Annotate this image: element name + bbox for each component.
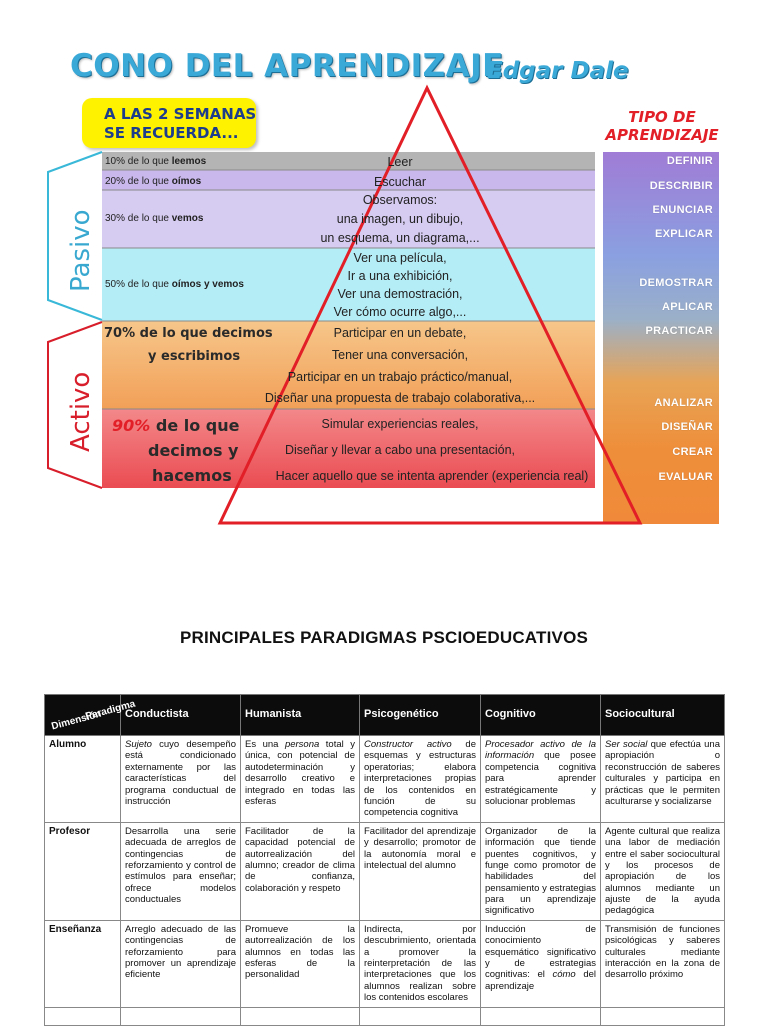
- text: oímos: [171, 176, 202, 187]
- table-cell: Promueve la autorrealización de los alumnos en todas las esferas de la personalidad: [241, 920, 360, 1007]
- text: Inducción de conocimiento esquemático significativo y de estrategias cognitivas: el: [485, 923, 596, 981]
- text: Es una: [245, 739, 285, 750]
- text: leemos: [171, 156, 207, 167]
- row-header: Enseñanza: [45, 920, 121, 1007]
- text: que efectúa una apropiación o reconstrucción de saberes culturales y participa en prácticas que le permiten aculturarse y socializarse: [605, 739, 720, 807]
- retention-label-20: [105, 176, 201, 187]
- activity-text: Ver una demostración,: [337, 287, 463, 301]
- verb-item: DEMOSTRAR: [639, 277, 713, 289]
- table-cell: [241, 736, 360, 823]
- table-cell: [121, 736, 241, 823]
- text: 10% de lo que: [105, 156, 172, 167]
- activity-text: una imagen, un dibujo,: [336, 212, 464, 226]
- column-header: Conductista: [121, 695, 241, 736]
- activo-label: Activo: [66, 371, 96, 452]
- table-cell: [360, 736, 481, 823]
- activity-text: un esquema, un diagrama,...: [320, 231, 480, 245]
- text: de esquemas y estructuras operatorias; elabora interpretaciones propias de los contenidos en función de su competencia cognitiva: [364, 739, 476, 819]
- table-cell: Organizador de la información que tiende puentes cognitivos, y funge como promotor de habilidades del pensamiento y estrategias para un aprendizaje significativo: [481, 822, 601, 920]
- column-header: Humanista: [241, 695, 360, 736]
- text: 30% de lo que: [105, 213, 172, 224]
- text: oímos y vemos: [171, 279, 244, 290]
- activity-text: Ver una película,: [353, 251, 447, 265]
- pasivo-label: Pasivo: [66, 209, 96, 292]
- text: de lo que: [155, 416, 240, 435]
- activity-text: Participar en un debate,: [333, 326, 467, 340]
- retention-percent-90: 90%: [112, 416, 151, 435]
- corner-dimension-label: Dimensión: [50, 708, 103, 733]
- callout-line-1: A LAS 2 SEMANAS: [104, 105, 257, 123]
- verb-item: DEFINIR: [666, 155, 713, 167]
- table-row: [45, 920, 725, 1007]
- table-row: [45, 822, 725, 920]
- table-cell: [601, 736, 725, 823]
- cell: [45, 1007, 121, 1025]
- activity-text: Hacer aquello que se intenta aprender (experiencia real): [275, 469, 589, 483]
- verb-item: EXPLICAR: [654, 228, 713, 240]
- table-cell: Facilitador de la capacidad potencial de autorrealización del alumno; creador de clima de confianza, colaboración y respeto: [241, 822, 360, 920]
- activity-text: Tener una conversación,: [331, 348, 469, 362]
- table-cell: [481, 920, 601, 1007]
- cell: [121, 1007, 241, 1025]
- activity-text: Ver cómo ocurre algo,...: [333, 305, 467, 319]
- row-header: Profesor: [45, 822, 121, 920]
- table-cell: Desarrolla una serie adecuada de arreglos de contingencias de reforzamiento y control de estímulos para enseñar; ofrece modelos conductuales: [121, 822, 241, 920]
- text: 50% de lo que: [105, 279, 172, 290]
- verb-item: APLICAR: [662, 301, 713, 313]
- retention-label-90-line-1: [112, 416, 240, 435]
- verb-item: CREAR: [672, 446, 713, 458]
- verb-item: ENUNCIAR: [652, 204, 713, 216]
- activity-text: Participar en un trabajo práctico/manual,: [287, 370, 513, 384]
- cell: [601, 1007, 725, 1025]
- verb-item: PRACTICAR: [645, 325, 713, 337]
- cone-author: Edgar Dale: [487, 58, 629, 84]
- retention-label-70-line-2: y escribimos: [148, 349, 241, 364]
- table-row: [45, 736, 725, 823]
- retention-label-90-line-2: decimos y: [148, 441, 239, 460]
- retention-label-30: [105, 213, 203, 224]
- retention-label-10: [105, 156, 206, 167]
- retention-label-90-line-3: hacemos: [152, 466, 232, 485]
- table-cell: Agente cultural que realiza una labor de mediación entre el saber sociocultural y los procesos de apropiación de los alumnos mediante un ajuste de la ayuda pedagógica: [601, 822, 725, 920]
- activity-text: Diseñar y llevar a cabo una presentación,: [285, 443, 515, 457]
- text: cómo: [552, 969, 576, 981]
- activity-text: Observamos:: [362, 193, 438, 207]
- text: Constructor activo: [364, 739, 452, 750]
- column-header: Psicogenético: [360, 695, 481, 736]
- corner-paradigm-label: Paradigma: [84, 698, 137, 723]
- table-cell: Arreglo adecuado de las contingencias de reforzamiento para promover un aprendizaje eficiente: [121, 920, 241, 1007]
- cone-title: CONO DEL APRENDIZAJE: [70, 48, 504, 84]
- text: vemos: [171, 213, 204, 224]
- activity-text: Leer: [387, 155, 413, 169]
- cell: [481, 1007, 601, 1025]
- retention-label-50: [105, 279, 244, 290]
- verb-item: ANALIZAR: [654, 397, 713, 409]
- table-cell: Indirecta, por descubrimiento, orientada a promover la reinterpretación de las interpretaciones que los alumnos realizan sobre los contenidos escolares: [360, 920, 481, 1007]
- text: persona: [284, 739, 320, 750]
- text: que posee competencia cognitiva para aprender estratégicamente y solucionar problemas: [485, 750, 596, 807]
- paradigms-title: PRINCIPALES PARADIGMAS PSCIOEDUCATIVOS: [179, 628, 589, 647]
- row-header: Alumno: [45, 736, 121, 823]
- learning-type-heading-1: TIPO DE: [628, 108, 696, 126]
- activity-text: Ir a una exhibición,: [347, 269, 453, 283]
- callout-line-2: SE RECUERDA...: [104, 124, 239, 142]
- activity-text: Diseñar una propuesta de trabajo colaborativa,...: [264, 391, 536, 405]
- table-corner-header: [45, 695, 137, 736]
- retention-label-70-line-1: 70% de lo que decimos: [104, 326, 273, 341]
- table-header-row: [45, 695, 725, 736]
- text: total y única, con potencial de autodeterminación y desarrollo creativo e integrado en todas las esferas: [245, 739, 355, 807]
- verb-item: DISEÑAR: [661, 421, 713, 433]
- cell: [360, 1007, 481, 1025]
- table-cell: Facilitador del aprendizaje y desarrollo; promotor de la autonomía moral e intelectual del alumno: [360, 822, 481, 920]
- text: 20% de lo que: [105, 176, 172, 187]
- cell: [241, 1007, 360, 1025]
- column-header: Cognitivo: [481, 695, 601, 736]
- table-cell: [481, 736, 601, 823]
- text: Sujeto: [125, 739, 152, 750]
- table-row-partial: [45, 1007, 725, 1025]
- text: Ser social: [605, 739, 648, 750]
- activity-text: Simular experiencias reales,: [321, 417, 479, 431]
- column-header: Sociocultural: [601, 695, 725, 736]
- activity-text: Escuchar: [373, 175, 427, 189]
- learning-type-heading-2: APRENDIZAJE: [605, 126, 719, 144]
- text: Procesador activo de la información: [485, 739, 596, 762]
- text: cuyo desempeño está condicionado externamente por las características del programa conductual de instrucción: [125, 739, 236, 807]
- table-cell: Transmisión de funciones psicológicas y saberes culturales mediante interacción en la zona de desarrollo próximo: [601, 920, 725, 1007]
- paradigms-table: [44, 694, 725, 1026]
- verb-item: EVALUAR: [658, 471, 713, 483]
- text: del aprendizaje: [485, 969, 596, 992]
- verb-item: DESCRIBIR: [649, 180, 713, 192]
